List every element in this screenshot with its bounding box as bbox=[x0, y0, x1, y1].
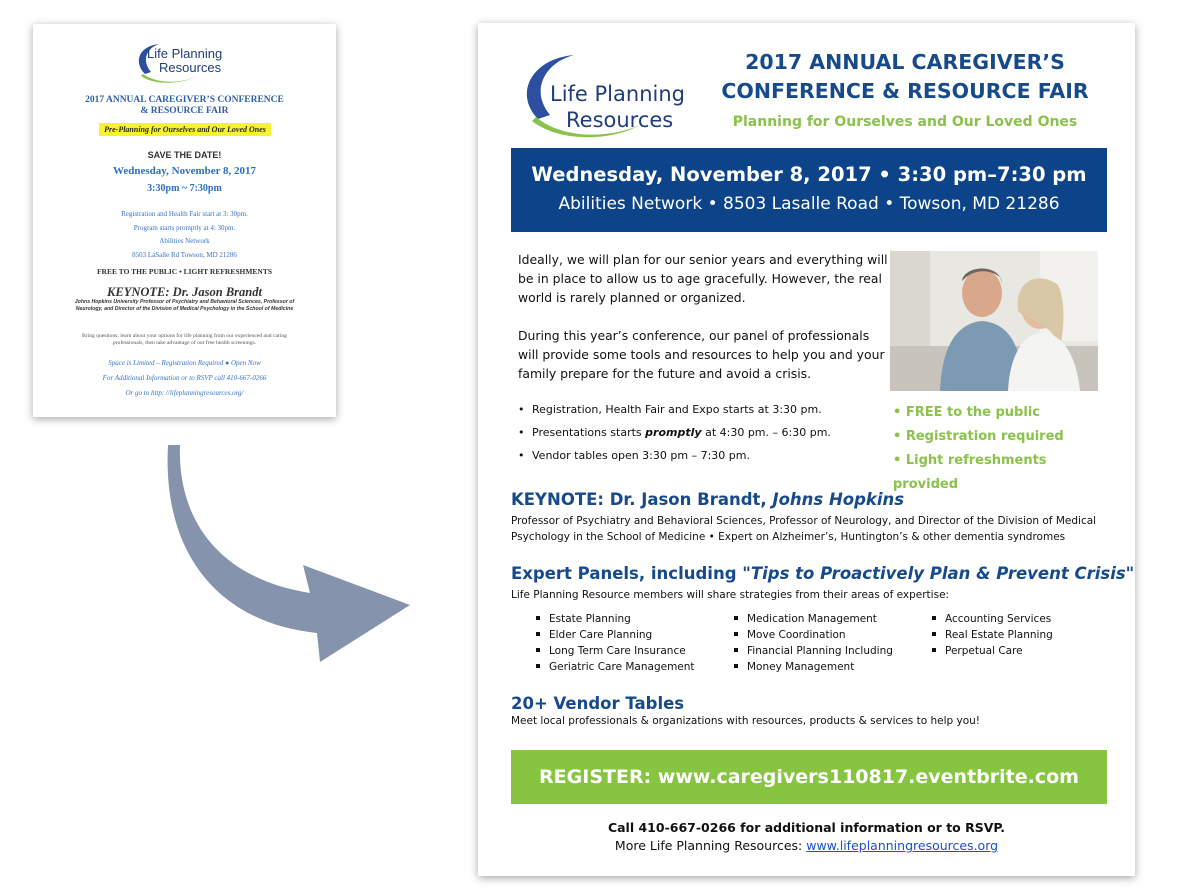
panels-heading-text: Expert Panels, including bbox=[511, 564, 743, 583]
list-item: Accounting Services bbox=[932, 611, 1053, 627]
new-flyer bbox=[478, 23, 1135, 876]
call-line: Call 410-667-0266 for additional information or to RSVP. bbox=[607, 820, 1006, 835]
list-item: • Vendor tables open 3:30 pm – 7:30 pm. bbox=[518, 448, 868, 471]
panel-column-1 bbox=[536, 611, 695, 675]
bullet2-emphasis: promptly bbox=[645, 426, 702, 439]
new-logo-line2: Resources bbox=[566, 108, 674, 132]
old-title bbox=[33, 95, 336, 117]
list-item: Elder Care Planning bbox=[536, 627, 695, 643]
old-highlight bbox=[99, 123, 271, 136]
old-title-line2: & RESOURCE FAIR bbox=[140, 106, 229, 116]
keynote-heading-emphasis: Johns Hopkins bbox=[772, 490, 905, 509]
list-item: Medication Management bbox=[734, 611, 893, 627]
old-logo-line2: Resources bbox=[159, 60, 222, 75]
location-line: Abilities Network • 8503 Lasalle Road • Towson, MD 21286 bbox=[558, 194, 1060, 214]
old-closing-line: Or go to http: //lifeplanningresources.org/ bbox=[125, 389, 244, 397]
panels-intro: Life Planning Resource members will share strategies from their areas of expertise: bbox=[511, 589, 950, 601]
new-logo-line1: Life Planning bbox=[550, 82, 685, 106]
vendor-heading: 20+ Vendor Tables bbox=[511, 694, 685, 713]
couple-photo bbox=[890, 251, 1098, 391]
old-closing-line: For Additional Information or to RSVP call 410-667-0266 bbox=[102, 374, 267, 382]
bullet2-post: at 4:30 pm. – 6:30 pm. bbox=[701, 426, 831, 439]
list-item: • Registration, Health Fair and Expo starts at 3:30 pm. bbox=[518, 402, 868, 425]
old-info bbox=[33, 208, 336, 262]
panels-heading bbox=[511, 564, 1134, 583]
title-line1: 2017 ANNUAL CAREGIVER’S bbox=[745, 50, 1065, 74]
list-item bbox=[518, 425, 868, 448]
old-date: Wednesday, November 8, 2017 bbox=[112, 165, 257, 177]
old-save-the-date: SAVE THE DATE! bbox=[147, 150, 222, 160]
intro-paragraph-1: Ideally, we will plan for our senior years and everything will be in place to allow us to age gracefully. However, the real world is rarely planned or organized. bbox=[518, 252, 888, 305]
list-item: Real Estate Planning bbox=[932, 627, 1053, 643]
keynote-heading-text: KEYNOTE: Dr. Jason Brandt, bbox=[511, 490, 773, 509]
date-line: Wednesday, November 8, 2017 • 3:30 pm–7:30 pm bbox=[531, 163, 1087, 186]
more-text: More Life Planning Resources: bbox=[614, 838, 807, 853]
old-info-line: Abilities Network bbox=[159, 237, 210, 245]
old-time: 3:30pm ~ 7:30pm bbox=[147, 183, 222, 194]
old-info-line: Registration and Health Fair start at 3: 30pm. bbox=[121, 210, 248, 218]
subtitle: Planning for Ourselves and Our Loved Ones bbox=[732, 114, 1078, 130]
title-line2: CONFERENCE & RESOURCE FAIR bbox=[721, 79, 1089, 103]
more-line bbox=[478, 838, 1135, 853]
date-bar bbox=[511, 148, 1107, 232]
vendor-desc: Meet local professionals & organizations with resources, products & services to help you! bbox=[511, 715, 981, 727]
old-info-line: Program starts promptly at 4: 30pm. bbox=[133, 223, 236, 232]
website-link[interactable]: www.lifeplanningresources.org bbox=[806, 838, 999, 853]
old-free-line: FREE TO THE PUBLIC • LIGHT REFRESHMENTS bbox=[96, 267, 273, 276]
life-planning-logo bbox=[516, 51, 701, 141]
intro-paragraph-2: During this year’s conference, our panel of professionals will provide some tools and resources to help you and your family prepare for the future and avoid a crisis. bbox=[518, 328, 885, 381]
keynote-desc: Professor of Psychiatry and Behavioral Sciences, Professor of Neurology, and Director of the Division of Medical Psychology in the School of Medicine • Expert on Alzheimer’s, Huntington’s & other dementia syndromes bbox=[511, 515, 1097, 543]
curved-arrow-icon bbox=[165, 445, 415, 665]
list-item: Estate Planning bbox=[536, 611, 695, 627]
list-item: Long Term Care Insurance bbox=[536, 643, 695, 659]
life-planning-logo bbox=[131, 40, 241, 86]
old-keynote: KEYNOTE: Dr. Jason Brandt bbox=[107, 285, 262, 299]
old-closing-line: Space is Limited – Registration Required ● Open Now bbox=[108, 359, 261, 367]
page-title bbox=[710, 48, 1100, 106]
list-item: • FREE to the public bbox=[893, 405, 1040, 420]
keynote-heading bbox=[511, 490, 904, 509]
panel-column-2 bbox=[734, 611, 893, 675]
schedule-list bbox=[518, 402, 868, 471]
intro-text bbox=[518, 250, 890, 402]
old-highlight-text: Pre-Planning for Ourselves and Our Loved Ones bbox=[104, 125, 266, 134]
list-item: Money Management bbox=[734, 659, 893, 675]
register-banner[interactable]: REGISTER: www.caregivers110817.eventbrite.com bbox=[511, 750, 1107, 804]
panels-heading-emphasis: "Tips to Proactively Plan & Prevent Crisis" bbox=[742, 564, 1135, 583]
list-item: • Registration required bbox=[893, 429, 1064, 444]
old-title-line1: 2017 ANNUAL CAREGIVER’S CONFERENCE bbox=[85, 95, 284, 105]
bullet2-pre: Presentations starts bbox=[532, 426, 646, 439]
list-item: Move Coordination bbox=[734, 627, 893, 643]
list-item: Geriatric Care Management bbox=[536, 659, 695, 675]
old-keynote-desc: Johns Hopkins University Professor of Psychiatry and Behavioral Sciences, Professor of Neurology, and Director of the Division of Medical Psychology in the School of Medicine bbox=[74, 299, 295, 312]
list-item: • Light refreshments provided bbox=[893, 453, 1047, 492]
old-info-line: 8503 LaSalle Rd Towson, MD 21286 bbox=[132, 250, 237, 259]
list-item: Perpetual Care bbox=[932, 643, 1053, 659]
list-item: Financial Planning Including bbox=[734, 643, 893, 659]
old-bring-text: Bring questions; learn about your options for life planning from our experienced and caring professionals, then take advantage of our free health screenings. bbox=[82, 333, 287, 346]
highlights-list bbox=[893, 401, 1113, 497]
old-closing bbox=[33, 356, 336, 401]
panel-column-3 bbox=[932, 611, 1053, 659]
old-flyer bbox=[33, 24, 336, 417]
old-logo-line1: Life Planning bbox=[147, 46, 223, 61]
